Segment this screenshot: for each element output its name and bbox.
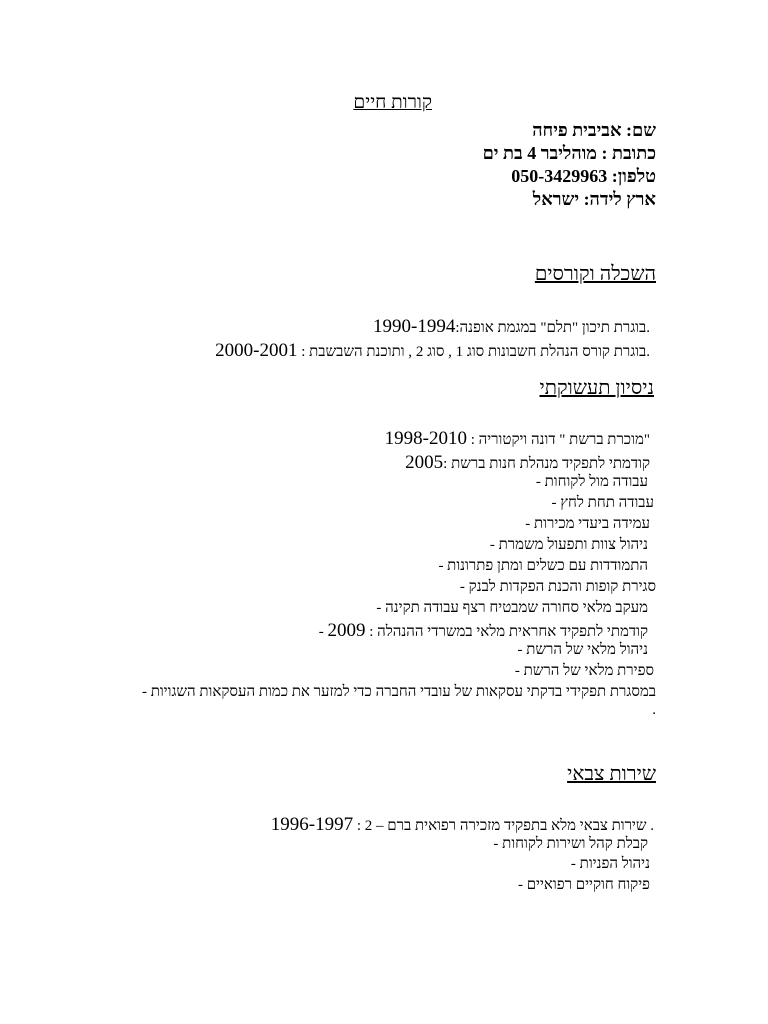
education-item-text: בוגרת תיכון "תלם" במגמת אופנה: — [455, 320, 647, 336]
education-heading: השכלה וקורסים — [534, 263, 656, 285]
duty-item: סגירת קופות והכנת הפקדות לבנק - — [459, 579, 656, 595]
page-title: קורות חיים — [353, 92, 432, 113]
experience-role-years: 1998-2010 — [384, 428, 467, 449]
education-item — [215, 340, 650, 362]
military-heading: שירות צבאי — [567, 763, 656, 785]
experience-promotion — [319, 620, 648, 642]
duty-item: עבודה מול לקוחות - — [535, 474, 648, 490]
education-item-trail: . — [646, 320, 650, 336]
experience-promotion — [405, 452, 650, 474]
experience-promotion-trail: - — [318, 624, 324, 640]
education-item — [373, 316, 650, 338]
name-line: שם: אביבית פיחה — [532, 120, 656, 140]
duty-item: עמידה ביעדי מכירות - — [525, 516, 650, 532]
duty-item: קבלת קהל ושירות לקוחות - — [493, 836, 648, 852]
duty-item: ניהול צוות ותפעול משמרת - — [489, 537, 648, 553]
education-item-text: בוגרת קורס הנהלת חשבונות סוג 1 , סוג 2 , ותוכנת השבשבת : — [301, 344, 647, 360]
duty-item: ספירת מלאי של הרשת - — [514, 663, 654, 679]
address-line: כתובת : מוהליבר 4 בת ים — [482, 143, 656, 163]
duty-item: מעקב מלאי סחורה שמבטיח רצף עבודה תקינה - — [376, 600, 648, 616]
duty-item: התמודדות עם כשלים ומתן פתרונות - — [438, 558, 648, 574]
education-item-years: 2000-2001 — [215, 340, 298, 361]
experience-role — [385, 428, 650, 450]
education-item-years: 1990-1994 — [373, 316, 456, 337]
experience-role-text: "מוכרת ברשת " דונה ויקטוריה : — [470, 432, 650, 448]
duty-item: פיקוח חוקיים רפואיים - — [517, 877, 650, 893]
duty-item: במסגרת תפקידי בדקתי עסקאות של עובדי החברה כדי למזער את כמות העסקאות השגויות - — [141, 684, 656, 700]
military-service-lead: . — [650, 818, 654, 834]
duty-item: ניהול מלאי של הרשת - — [517, 642, 648, 658]
military-service — [271, 814, 654, 836]
birth-country-line: ארץ לידה: ישראל — [532, 189, 656, 209]
experience-promotion-years: 2005 — [405, 452, 444, 473]
phone-line: טלפון: 050-3429963 — [511, 166, 656, 186]
military-service-years: 1996-1997 — [270, 814, 354, 835]
experience-promotion-years: 2009 — [327, 620, 366, 641]
trailing-dot: . — [652, 702, 656, 718]
education-item-trail: . — [646, 344, 650, 360]
duty-item: ניהול הפניות - — [570, 856, 650, 872]
experience-promotion-text: קודמתי לתפקיד מנהלת חנות ברשת : — [443, 456, 650, 472]
experience-promotion-text: קודמתי לתפקיד אחראית מלאי במשרדי ההנהלה : — [369, 624, 648, 640]
experience-heading: ניסיון תעשוקתי — [539, 377, 654, 399]
military-service-text: שירות צבאי מלא בתפקיד מזכירה רפואית ברם – 2 : — [356, 818, 647, 834]
duty-item: עבודה תחת לחץ - — [551, 495, 654, 511]
